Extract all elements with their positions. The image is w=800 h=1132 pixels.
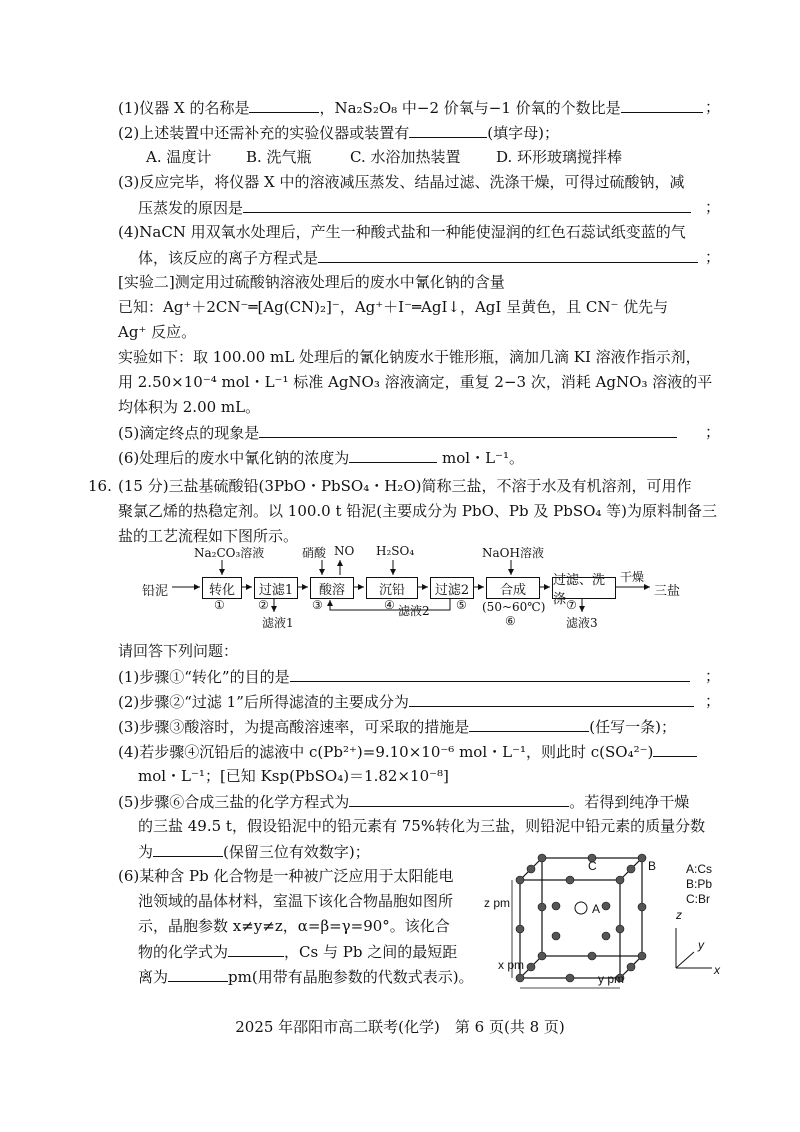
experiment-line1: 实验如下：取 100.00 mL 处理后的氰化钠废水于锥形瓶，滴加几滴 KI 溶液作指示剂， [118,348,701,366]
axis-x: x [714,963,720,977]
step-filter-wash: 过滤、洗涤 [552,577,616,599]
experiment-line2: 用 2.50×10⁻⁴ mol・L⁻¹ 标准 AgNO₃ 溶液滴定，重复 2−3 次，消耗 AgNO₃ 溶液的平 [118,373,713,391]
q15-part2: (2)上述装置中还需补充的实验仪器或装置有 (填字母)； [118,124,559,142]
q16-step2: (2)步骤②“过滤 1”后所得滤渣的主要成分为 [118,691,694,712]
reagent-naoh: NaOH溶液 [482,546,544,560]
known-info-line2: Ag⁺ 反应。 [118,323,197,341]
q16-intro-line1: (15 分)三盐基硫酸铅(3PbO・PbSO₄・H₂O)简称三盐，不溶于水及有机溶剂，可用作 [118,477,692,495]
experiment-two-title: [实验二]测定用过硫酸钠溶液处理后的废水中氰化钠的含量 [118,273,505,291]
q16-step6-line2: 池领域的晶体材料，室温下该化合物晶胞如图所 [138,892,454,910]
step-convert: 转化 [202,577,242,599]
option-d: D. 环形玻璃搅拌棒 [496,148,623,166]
step-number: ② [258,598,269,612]
q16-intro-line3: 盐的工艺流程如下图所示。 [118,527,299,545]
axis-z: z [676,908,682,922]
filtrate-2: 滤液2 [398,604,430,618]
option-b: B. 洗气瓶 [246,148,312,166]
semicolon: ； [705,667,721,685]
q16-step6-line5: 离为 pm(用带有晶胞参数的代数式表示)。 [138,968,474,986]
q16-step5-line2: 的三盐 49.5 t，假设铅泥中的铅元素有 75%转化为三盐，则铅泥中铅元素的质量分数 [138,817,706,835]
semicolon: ； [705,423,721,441]
q16-step5-line3: 为 (保留三位有效数字)； [138,843,370,861]
atom-label-c: C [588,859,597,873]
q16-step3: (3)步骤③酸溶时，为提高酸溶速率，可采取的措施是 (任写一条)； [118,718,676,736]
legend-cs: A:Cs [686,862,713,876]
step-dry: 干燥 [620,570,645,584]
atom-label-a: A [592,902,601,916]
page-footer: 2025 年邵阳市高二联考(化学) 第 6 页(共 8 页) [235,1018,565,1036]
step-number: ⑥ [505,614,516,628]
q16-step5-line1: (5)步骤⑥合成三盐的化学方程式为 。若得到纯净干燥 [118,793,690,811]
reagent-nitric-acid: 硝酸 [302,546,327,560]
dimension-z: z pm [484,896,511,910]
q16-intro-line2: 聚氯乙烯的热稳定剂。以 100.0 t 铅泥(主要成分为 PbO、Pb 及 PbSO₄ 等)为原料制备三 [118,502,718,520]
filtrate-1: 滤液1 [262,616,294,630]
step-number: ⑦ [566,598,577,612]
option-a: A. 温度计 [146,148,212,166]
q16-step4-line1: (4)若步骤④沉铅后的滤液中 c(Pb²⁺)=9.10×10⁻⁶ mol・L⁻¹，则此时 c(SO₄²⁻) [118,741,697,762]
answer-blank[interactable] [409,691,694,707]
q15-part1: (1)仪器 X 的名称是 ，Na₂S₂O₈ 中−2 价氧与−1 价氧的个数比是 [118,97,703,118]
semicolon: ； [705,198,721,216]
answer-blank[interactable] [153,841,223,857]
dimension-x: x pm [498,958,525,972]
answer-blank[interactable] [228,941,284,957]
q16-step6-line4: 物的化学式为 ，Cs 与 Pb 之间的最短距 [138,943,458,961]
output-tribasic-salt: 三盐 [654,584,681,599]
step-number: ④ [384,598,395,612]
q15-part3-line1: (3)反应完毕，将仪器 X 中的溶液减压蒸发、结晶过滤、洗涤干燥，可得过硫酸钠，减 [118,173,685,191]
atom-label-b: B [648,859,657,873]
input-lead-mud: 铅泥 [142,584,169,599]
known-info-line1: 已知：Ag⁺＋2CN⁻═[Ag(CN)₂]⁻，Ag⁺＋I⁻═AgI↓，AgI 呈黄色，且 CN⁻ 优先与 [118,298,669,316]
q16-step4-line2: mol・L⁻¹；[已知 Ksp(PbSO₄)＝1.82×10⁻⁸] [138,767,449,785]
q15-part4-line1: (4)NaCN 用双氧水处理后，产生一种酸式盐和一种能使湿润的红色石蕊试纸变蓝的气 [118,223,686,241]
reagent-h2so4: H₂SO₄ [376,544,415,558]
step-number: ③ [312,598,323,612]
step-filter1: 过滤1 [254,577,298,599]
semicolon: ； [705,98,721,116]
q16-step1: (1)步骤①“转化”的目的是 [118,666,690,687]
axis-y: y [698,938,704,952]
synthesis-temperature: (50~60℃) [482,600,546,614]
byproduct-no: NO [334,544,355,558]
step-number: ⑤ [456,598,467,612]
step-synthesis: 合成 [486,577,540,599]
dimension-y: y pm [598,972,625,986]
q15-part5: (5)滴定终点的现象是 [118,422,677,443]
semicolon: ； [705,692,721,710]
experiment-line3: 均体积为 2.00 mL。 [118,398,261,416]
q16-step6-line1: (6)某种含 Pb 化合物是一种被广泛应用于太阳能电 [118,867,454,885]
option-c: C. 水浴加热装置 [350,148,461,166]
step-acid-dissolve: 酸溶 [310,577,354,599]
q16-step6-line3: 示，晶胞参数 x≠y≠z，α=β=γ=90°。该化合 [138,917,450,935]
legend-pb: B:Pb [686,877,713,891]
q15-part4-line2: 体，该反应的离子方程式是 [138,247,698,268]
answer-blank[interactable] [290,666,690,682]
answer-blank[interactable] [469,716,589,732]
answer-blank[interactable] [168,966,228,982]
step-number: ① [214,598,225,612]
reagent-na2co3: Na₂CO₃溶液 [194,546,265,560]
step-precipitate-lead: 沉铅 [366,577,418,599]
semicolon: ； [705,248,721,266]
answer-blank[interactable] [349,791,569,807]
step-filter2: 过滤2 [430,577,474,599]
legend-br: C:Br [686,892,710,906]
q15-part3-line2: 压蒸发的原因是 [138,197,691,218]
answer-blank[interactable] [653,741,697,757]
question-number: 16. [88,477,112,495]
q15-part6: (6)处理后的废水中氰化钠的浓度为 mol・L⁻¹。 [118,449,524,467]
filtrate-3: 滤液3 [566,616,598,630]
answer-prompt: 请回答下列问题： [118,642,239,660]
